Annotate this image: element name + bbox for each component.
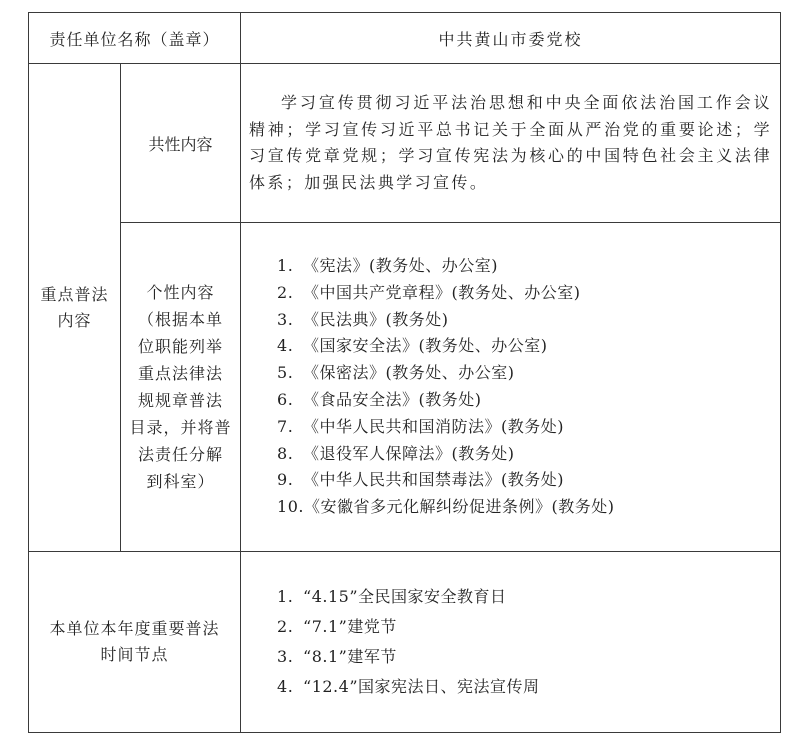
list-item [277,612,772,642]
law-list [277,253,772,521]
personal-label-line: 规规章普法 [138,391,224,410]
dates-label [29,552,241,733]
item-number: 3. [277,647,294,666]
item-text: 《民法典》(教务处) [303,309,449,329]
dates-label-line2: 时间节点 [100,645,169,664]
item-text: 《宪法》(教务处、办公室) [303,256,499,276]
personal-label-line: 位职能列举 [138,337,224,356]
item-text: 《食品安全法》(教务处) [303,390,482,409]
item-number: 10. [277,497,304,517]
item-number: 8. [277,443,294,463]
header-row [29,13,781,64]
item-text: 《中国共产党章程》(教务处、办公室) [303,282,581,302]
personal-label-line: 目录，并将普 [129,418,232,437]
item-text: 《保密法》(教务处、办公室) [303,363,515,383]
law-list-cell [241,223,781,552]
item-text: 《中华人民共和国禁毒法》(教务处) [303,470,565,490]
key-content-label-line1: 重点普法 [40,284,109,304]
personal-label-line: （根据本单 [138,310,224,329]
item-text: 《国家安全法》(教务处、办公室) [303,336,548,356]
common-content-row [29,64,781,223]
common-content-text: 学习宣传贯彻习近平法治思想和中央全面依法治国工作会议精神；学习宣传习近平总书记关于全面从严治党的重要论述；学习宣传党章党规；学习宣传宪法为核心的中国特色社会主义法律体系；加强民法典学习宣传。 [241,64,781,223]
list-item [277,253,772,280]
dates-label-line1: 本单位本年度重要普法 [49,619,220,638]
dates-row [29,552,781,733]
list-item [277,494,772,521]
item-text: “4.15”全民国家安全教育日 [303,587,507,606]
item-text: 《中华人民共和国消防法》(教务处) [303,416,565,436]
item-text: 《退役军人保障法》(教务处) [303,443,515,463]
list-item [277,333,772,360]
list-item [277,414,772,441]
list-item [277,672,772,702]
personal-label-line: 重点法律法 [138,364,224,383]
list-item [277,582,772,612]
item-number: 5. [277,363,294,383]
item-number: 1. [277,587,294,606]
personal-label-line: 到科室） [146,472,215,491]
item-number: 3. [277,309,294,329]
item-number: 6. [277,390,294,409]
common-content-label: 共性内容 [121,64,241,223]
personal-label-line: 法责任分解 [138,445,224,464]
item-text: “8.1”建军节 [303,647,397,666]
personal-content-row [29,223,781,552]
list-item [277,467,772,494]
item-text: “12.4”国家宪法日、宪法宣传周 [303,677,540,696]
personal-label-line: 个性内容 [146,283,215,302]
list-item [277,360,772,387]
item-number: 9. [277,470,294,490]
unit-name-value: 中共黄山市委党校 [241,13,781,64]
list-item [277,280,772,307]
key-content-label [29,64,121,552]
list-item [277,642,772,672]
key-content-label-line2: 内容 [57,310,92,330]
item-number: 2. [277,617,294,636]
list-item [277,387,772,414]
dates-list-cell [241,552,781,733]
item-number: 7. [277,416,294,436]
item-number: 2. [277,282,294,302]
dates-list [277,582,772,702]
item-number: 4. [277,677,294,696]
personal-content-label [121,223,241,552]
item-number: 4. [277,336,294,356]
item-number: 1. [277,256,294,276]
list-item [277,307,772,334]
item-text: 《安徽省多元化解纠纷促进条例》(教务处) [303,497,615,517]
item-text: “7.1”建党节 [303,617,397,636]
list-item [277,441,772,468]
legal-publicity-table [28,12,781,733]
unit-name-label: 责任单位名称（盖章） [29,13,241,64]
